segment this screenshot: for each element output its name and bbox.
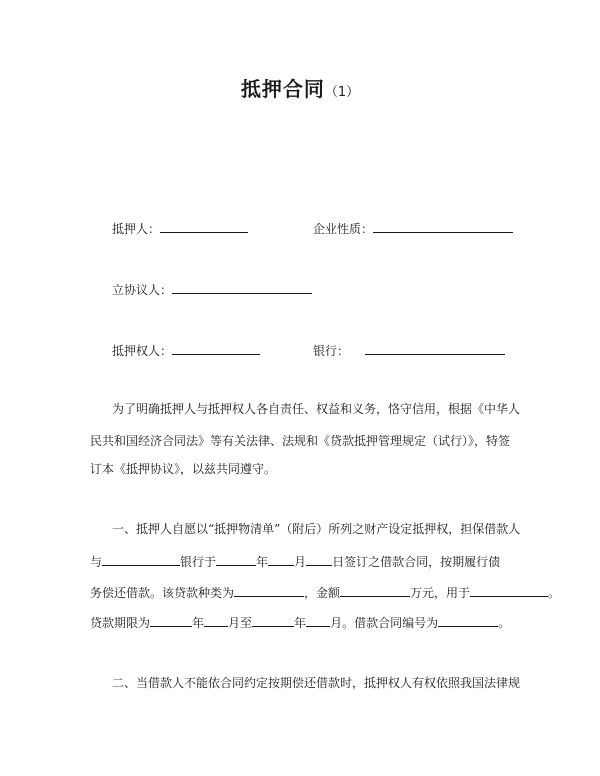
clause1-text: 日签订之借款合同，按期履行债 (332, 555, 501, 569)
clause1-text: 。 (548, 586, 561, 600)
clause1-line-2 (90, 553, 500, 570)
mortgagee-blank[interactable] (172, 342, 260, 355)
bank-label: 银行： (313, 344, 350, 358)
loan-type-blank[interactable] (234, 584, 304, 597)
preamble-line-2: 民共和国经济合同法》等有关法律、法规和《贷款抵押管理规定（试行）》，特签 (90, 434, 511, 448)
clause2-line-1: 二、当借款人不能依合同约定按期偿还借款时，抵押权人有权依照我国法律规 (112, 676, 521, 690)
borrower-blank[interactable] (102, 553, 180, 566)
clause1-text: 银行于 (180, 555, 217, 569)
mortgagor-field (112, 220, 248, 237)
start-year-blank[interactable] (150, 614, 192, 627)
clause1-text: 万元，用于 (410, 586, 471, 600)
enterprise-type-label: 企业性质： (313, 222, 374, 236)
bank-field (313, 342, 505, 359)
mortgagee-field (112, 342, 260, 359)
title-text: 抵押合同 (240, 77, 325, 101)
mortgagor-label: 抵押人： (112, 222, 161, 236)
enterprise-type-field (313, 220, 513, 237)
sign-month-blank[interactable] (268, 553, 294, 566)
purpose-blank[interactable] (470, 584, 548, 597)
sign-year-blank[interactable] (216, 553, 256, 566)
clause1-text: 年 (256, 555, 269, 569)
contract-number-blank[interactable] (438, 614, 498, 627)
clause1-text: 月 (294, 555, 307, 569)
clause1-text: ，金额 (304, 586, 341, 600)
clause1-line-1: 一、抵押人自愿以“抵押物清单”（附后）所列之财产设定抵押权，担保借款人 (112, 522, 521, 536)
clause1-text: 月至 (228, 616, 253, 630)
mortgagee-label: 抵押权人： (112, 344, 173, 358)
clause1-text: 月。借款合同编号为 (330, 616, 439, 630)
mortgagor-blank[interactable] (160, 220, 248, 233)
end-year-blank[interactable] (252, 614, 294, 627)
sign-day-blank[interactable] (306, 553, 332, 566)
page-title (0, 73, 600, 102)
start-month-blank[interactable] (204, 614, 228, 627)
preamble-line-1: 为了明确抵押人与抵押权人各自责任、权益和义务，恪守信用，根据《中华人 (112, 402, 521, 416)
clause1-text: 年 (294, 616, 307, 630)
preamble-line-3: 订本《抵押协议》，以兹共同遵守。 (90, 462, 277, 476)
end-month-blank[interactable] (306, 614, 330, 627)
agreement-party-label: 立协议人： (112, 283, 173, 297)
clause1-line-3 (90, 584, 560, 601)
bank-blank[interactable] (365, 342, 505, 355)
clause1-line-4 (90, 614, 510, 631)
title-suffix: （1） (324, 85, 360, 100)
amount-blank[interactable] (340, 584, 410, 597)
agreement-party-field (112, 281, 312, 298)
enterprise-type-blank[interactable] (373, 220, 513, 233)
clause1-text: 。 (498, 616, 511, 630)
clause1-text: 与 (90, 555, 103, 569)
agreement-party-blank[interactable] (172, 281, 312, 294)
clause1-text: 年 (192, 616, 205, 630)
clause1-text: 贷款期限为 (90, 616, 151, 630)
clause1-text: 务偿还借款。该贷款种类为 (90, 586, 235, 600)
